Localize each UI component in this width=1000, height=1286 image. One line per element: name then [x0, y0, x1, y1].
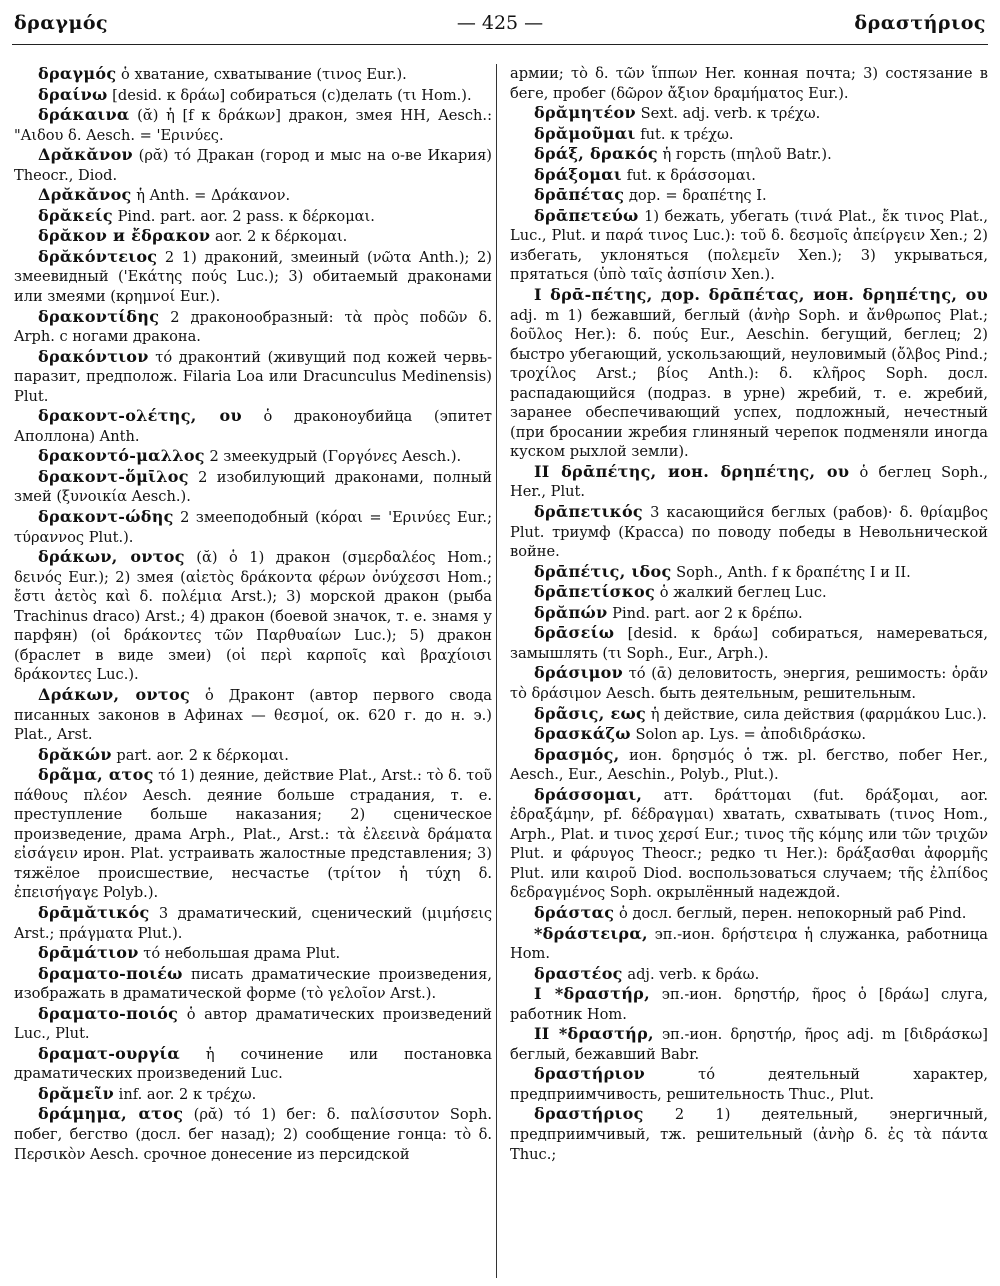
entry-definition: τό 1) деяние, действие Plat., Arst.: τὸ δ. τοῦ πάθους πλέον Aesch. деяние больше страдания, т. е. преступление больше наказания; 2) сценическое произведение, драма Arph., Plat., Arst.: τὰ ἐλεεινὰ δράματα εἰσάγειν ирон. Plat. устраивать жалостные представления; 3) тяжёлое происшествие, несчастье (τρίτον ἡ τύχη δ. ἐπεισήγαγε Polyb.). [14, 767, 492, 902]
entry-headword: δρᾱπετικός [534, 502, 643, 522]
entry-headword: δρακοντό-μαλλος [38, 446, 205, 466]
dictionary-entry [510, 1024, 988, 1064]
entry-headword: δράστας [534, 902, 615, 922]
entry-headword: δραστήριον [534, 1064, 645, 1084]
entry-headword: δραγμός [38, 64, 117, 83]
entry-headword: δράξομαι [534, 164, 622, 184]
entry-headword: δρᾰπών [534, 602, 608, 622]
dictionary-entry [510, 1104, 988, 1164]
entry-headword: δραστέος [534, 963, 623, 983]
dictionary-entry [510, 144, 988, 165]
dictionary-entry [510, 1064, 988, 1104]
dictionary-entry [510, 704, 988, 725]
entry-definition: ὁ драконоубийца (эпитет Аполлона) Anth. [14, 408, 492, 445]
dictionary-entry [14, 185, 492, 206]
entry-definition: 3 касающийся беглых (рабов)· δ. θρίαμβος Plut. триумф (Красса) по поводу победы в Невольнической войне. [510, 504, 988, 561]
dictionary-entry [14, 145, 492, 185]
dictionary-entry [14, 307, 492, 347]
entry-headword: δρᾰμοῦμαι [534, 123, 636, 143]
entry-definition: aor. 2 к δέρκομαι. [210, 228, 348, 246]
dictionary-entry [510, 206, 988, 285]
entry-headword: δρᾰκον и ἔδρακον [38, 226, 211, 246]
left-column [14, 64, 492, 1164]
column-divider [496, 64, 497, 1278]
entry-definition: ὁ хватание, схватывание (τινος Eur.). [116, 66, 407, 83]
entry-headword: δρᾱσείω [534, 623, 615, 643]
entry-definition: τό (ᾱ) деловитость, энергия, решимость: ὁρᾶν τὸ δράσιμον Aesch. быть деятельным, решительным. [510, 665, 988, 702]
dictionary-entry [510, 903, 988, 924]
entry-headword: δρασκάζω [534, 724, 631, 744]
entry-headword: I δρᾱ-πέτης, дор. δρᾱπέτας, ион. δρηπέτης, ου [534, 285, 988, 305]
dictionary-entry [14, 247, 492, 307]
header-rule [12, 44, 988, 45]
entry-headword: δραίνω [38, 84, 108, 104]
dictionary-entry [14, 347, 492, 407]
dictionary-entry [510, 984, 988, 1024]
entry-definition: fut. к δράσσομαι. [621, 166, 756, 184]
entry-headword: δραματο-ποιός [38, 1003, 179, 1023]
entry-headword: δράσιμον [534, 663, 624, 683]
entry-definition: 3 драматический, сценический (μιμήσεις Arst.; πράγματα Plut.). [14, 904, 492, 942]
entry-definition: τό деятельный характер, предприимчивость, решительность Thuc., Plut. [510, 1066, 988, 1103]
entry-headword: δρᾱμάτιον [38, 943, 139, 963]
entry-definition: (ᾰ) ἡ [f к δράκων] дракон, змея HH, Aesch.: "Aιδου δ. Aesch. = 'Ερινύες. [14, 107, 492, 144]
entry-headword: Δρᾰκᾰνον [38, 145, 133, 165]
entry-headword: II δρᾱπέτης, ион. δρηπέτης, ου [534, 461, 850, 481]
entry-definition: 2 змееподобный (κόραι = 'Ερινύες Eur.; τύραννος Plut.). [14, 509, 492, 546]
dictionary-entry [510, 603, 988, 624]
entry-definition: adj. verb. к δράω. [622, 965, 760, 983]
entry-headword: δρᾱπέτας [534, 185, 625, 205]
entry-headword: δραστήριος [534, 1104, 644, 1124]
entry-definition: Pind. part. aor. 2 pass. к δέρκομαι. [112, 207, 375, 225]
entry-headword: δρᾰκόντειος [38, 246, 158, 266]
entry-headword: δραματ-ουργία [38, 1043, 180, 1063]
dictionary-entry [510, 165, 988, 186]
entry-definition: ὁ Драконт (автор первого свода писанных законов в Афинах — θεσμοί, ок. 620 г. до н. э.) Plat., Arst. [14, 686, 492, 744]
entry-headword: δρᾱμᾰτικός [38, 902, 150, 922]
entry-headword: δράμημα, ατος [38, 1104, 184, 1124]
right-column [510, 64, 988, 1164]
entry-definition: ἡ сочинение или постановка драматических произведений Luc. [14, 1045, 492, 1083]
entry-headword: II *δραστήρ, [534, 1024, 654, 1044]
header-right-guideword: δραστήριος [854, 12, 986, 34]
dictionary-entry [14, 685, 492, 745]
dictionary-entry [14, 446, 492, 467]
entry-headword: *δράστειρα, [534, 923, 648, 943]
header-left-guideword: δραγμός [14, 12, 109, 34]
entry-definition: эп.-ион. δρηστήρ, ῆρος ὁ [δράω] слуга, работник Hom. [510, 986, 988, 1023]
dictionary-entry [14, 85, 492, 106]
entry-definition: ὁ беглец Soph., Her., Plut. [510, 463, 988, 501]
dictionary-entry [510, 103, 988, 124]
page-header [14, 8, 986, 38]
dictionary-entry [510, 623, 988, 663]
entry-definition: ὁ автор драматических произведений Luc., Plut. [14, 1005, 492, 1043]
entry-definition: атт. δράττομαι (fut. δράξομαι, aor. ἐδραξάμην, pf. δέδραγμαι) хватать, схватывать (τινος Hom., Arph., Plat. и τινος χερσί Eur.; τινος τῆς κόμης или τῶν τριχῶν Plut. и φάρυγος Theocr.; редко τι Her.): δράξασθαι ἀφορμῆς Plut. или καιροῦ Diod. воспользоваться случаем; τῆς ἐλπίδος δεδραγμένος Soph. окрылённый надеждой. [510, 786, 988, 902]
entry-definition: adj. m 1) бежавший, беглый (ἀνὴρ Soph. и ἄνθρωπος Plat.; δοῦλος Her.): δ. πούς Eur., Aeschin. бегущий, беглец; 2) быстро убегающий, ускользающий, неуловимый (ὄλβος Pind.; τροχίλος Arst.; βίος Anth.): δ. κλῆρος Soph. досл. распадающийся (подраз. в урне) жребий, т. е. жребий, заранее обеспечивающий успех, подложный, нечестный (при бросании жребия глиняный черепок подменяли иногда куском рыхлой земли). [510, 306, 988, 461]
dictionary-entry [14, 406, 492, 446]
entry-definition: part. aor. 2 к δέρκομαι. [111, 746, 289, 764]
entry-definition: ион. δρησμός ὁ тж. pl. бегство, побег Her., Aesch., Eur., Aeschin., Polyb., Plut.). [510, 746, 988, 784]
dictionary-entry [510, 924, 988, 964]
entry-definition: эп.-ион. δρηστήρ, ῆρος adj. m [διδράσκω] беглый, бежавший Babr. [510, 1026, 988, 1063]
entry-definition: 2 изобилующий драконами, полный змей (ξυνοικία Aesch.). [14, 468, 492, 506]
dictionary-entry [14, 467, 492, 507]
entry-definition: (ρᾰ) τό Дракан (город и мыс на о-ве Икария) Theocr., Diod. [14, 147, 492, 184]
entry-headword: δρακοντ-ολέτης, ου [38, 406, 242, 426]
dictionary-entry [510, 285, 988, 462]
entry-definition: inf. aor. 2 к τρέχω. [114, 1085, 257, 1103]
entry-definition: τό небольшая драма Plut. [138, 945, 341, 963]
entry-headword: δραματο-ποιέω [38, 963, 183, 983]
entry-definition: Sext. adj. verb. к τρέχω. [635, 105, 821, 123]
entry-headword: δρακοντίδης [38, 306, 160, 326]
entry-definition: [desid. к δράω] собираться (с)делать (τι Hom.). [107, 86, 472, 104]
entry-definition: τό драконтий (живущий под кожей червь-паразит, предполож. Filaria Loa или Dracunculus Medinensis) Plut. [14, 348, 492, 405]
entry-definition: 1) бежать, убегать (τινά Plat., ἔκ τινος Plat., Luc., Plut. и παρά τινος Luc.): τοῦ δ. δεσμοῖς ἀπείργειν Xen.; 2) избегать, уклоняться (πολεμεῖν Xen.); 3) укрываться, прятаться (ὑπὸ ταῖς ἀσπίσιν Xen.). [510, 207, 988, 284]
dictionary-entry [14, 1004, 492, 1044]
entry-definition: fut. к τρέχω. [635, 125, 734, 143]
entry-headword: δράξ, δρακός [534, 144, 658, 164]
dictionary-entry [510, 582, 988, 603]
entry-definition: ὁ жалкий беглец Luc. [655, 584, 827, 602]
entry-headword: δρᾶμα, ατος [38, 765, 154, 785]
page-number: — 425 — [456, 12, 544, 34]
entry-headword: I *δραστήρ, [534, 984, 650, 1004]
entry-headword: δρακόντιον [38, 346, 149, 366]
entry-headword: δράκαινα [38, 105, 130, 125]
entry-definition: 2 драконообразный: τὰ πρὸς ποδῶν δ. Arph. с ногами дракона. [14, 308, 492, 346]
dictionary-entry [510, 462, 988, 502]
entry-headword: Δρᾰκᾰνος [38, 185, 132, 205]
dictionary-entry [14, 1084, 492, 1105]
entry-definition: (ᾰ) ὁ 1) дракон (σμερδαλέος Hom.; δεινός Eur.); 2) змея (αἰετὸς δράκοντα φέρων ὀνύχεσσι Hom.; ἔστι ἀετὸς καὶ δ. πολέμια Arst.); 3) морской дракон (рыба Trachinus draco) Arst.; 4) дракон (боевой значок, т. е. знамя у парфян) (οἱ δράκοντες τῶν Παρθυαίων Luc.); 5) дракон (браслет в виде змеи) (οἱ περὶ καρποῖς καὶ βραχίοισι δράκοντες Luc.). [14, 549, 492, 684]
entry-definition: (ρᾰ) τό 1) бег: δ. παλίσσυτον Soph. побег, бегство (досл. бег назад); 2) сообщение гонца: τὸ δ. Περσικὸν Aesch. срочное донесение из персидской [14, 1106, 493, 1163]
dictionary-entry [14, 903, 492, 943]
entry-headword: δρᾱπετεύω [534, 205, 639, 225]
entry-definition: ὁ досл. беглый, перен. непокорный раб Pind. [614, 904, 967, 922]
dictionary-entry [510, 562, 988, 583]
dictionary-entry [14, 943, 492, 964]
entry-headword: δρᾱπέτις, ιδος [534, 561, 672, 581]
entry-headword: δρᾱπετίσκος [534, 582, 656, 602]
entry-headword: δράκων, οντος [38, 547, 185, 567]
dictionary-entry [510, 663, 988, 703]
dictionary-entry [14, 765, 492, 903]
entry-headword: δρᾰμητέον [534, 103, 636, 123]
entry-definition: ἡ Anth. = Δράκανον. [131, 187, 291, 205]
dictionary-entry [510, 964, 988, 985]
entry-definition: Soph., Anth. f к δραπέτης I и II. [671, 563, 911, 581]
entry-definition: Solon ap. Lys. = ἀποδιδράσκω. [630, 726, 866, 744]
entry-definition: ἡ действие, сила действия (φαρμάκου Luc.). [646, 705, 987, 723]
entry-headword: δρᾰκών [38, 744, 112, 764]
dictionary-entry [14, 105, 492, 145]
entry-definition: Pind. part. aor 2 к δρέπω. [607, 604, 803, 622]
dictionary-entry [14, 64, 492, 85]
dictionary-entry [510, 64, 988, 103]
dictionary-entry [14, 226, 492, 247]
entry-headword: δρακοντ-ὅμῑλος [38, 466, 189, 486]
dictionary-entry [14, 547, 492, 685]
dictionary-entry [510, 185, 988, 206]
entry-headword: δράσσομαι, [534, 784, 643, 804]
dictionary-entry [510, 785, 988, 903]
entry-definition: армии; τὸ δ. τῶν ἵππων Her. конная почта; 3) состязание в беге, пробег (δῶρον ἄξιον δραμήματος Eur.). [510, 65, 988, 102]
entry-definition: писать драматические произведения, изображать в драматической форме (τὸ γελοῖον Arst.). [14, 965, 492, 1003]
entry-definition: ἡ горсть (πηλοῦ Batr.). [657, 146, 832, 164]
entry-headword: δρακοντ-ώδης [38, 507, 174, 527]
entry-definition: эп.-ион. δρήστειρα ἡ служанка, работница Hom. [510, 925, 988, 963]
entry-headword: δρᾰμεῖν [38, 1083, 115, 1103]
entry-definition: 2 1) деятельный, энергичный, предприимчивый, тж. решительный (ἀνὴρ δ. ἐς τὰ πάντα Thuc.; [510, 1106, 988, 1163]
entry-definition: [desid. к δράω] собираться, намереваться, замышлять (τι Soph., Eur., Arph.). [510, 625, 988, 662]
dictionary-entry [510, 745, 988, 785]
entry-definition: дор. = δραπέτης I. [624, 187, 767, 205]
entry-headword: δρᾶσις, εως [534, 703, 647, 723]
dictionary-entry [14, 1044, 492, 1084]
dictionary-entry [510, 502, 988, 562]
dictionary-entry [510, 724, 988, 745]
entry-definition: 2 змеекудрый (Γοργόνες Aesch.). [204, 448, 462, 466]
entry-headword: Δράκων, οντος [38, 684, 191, 704]
dictionary-entry [14, 206, 492, 227]
dictionary-entry [14, 745, 492, 766]
entry-headword: δρᾰκείς [38, 205, 113, 225]
dictionary-entry [14, 507, 492, 547]
dictionary-entry [14, 1104, 492, 1164]
entry-headword: δρασμός, [534, 744, 620, 764]
dictionary-entry [14, 964, 492, 1004]
entry-definition: 2 1) драконий, змеиный (νῶτα Anth.); 2) змеевидный ('Εκάτης πούς Luc.); 3) обитаемый драконами или змеями (κρημνοί Eur.). [14, 248, 492, 306]
dictionary-entry [510, 124, 988, 145]
